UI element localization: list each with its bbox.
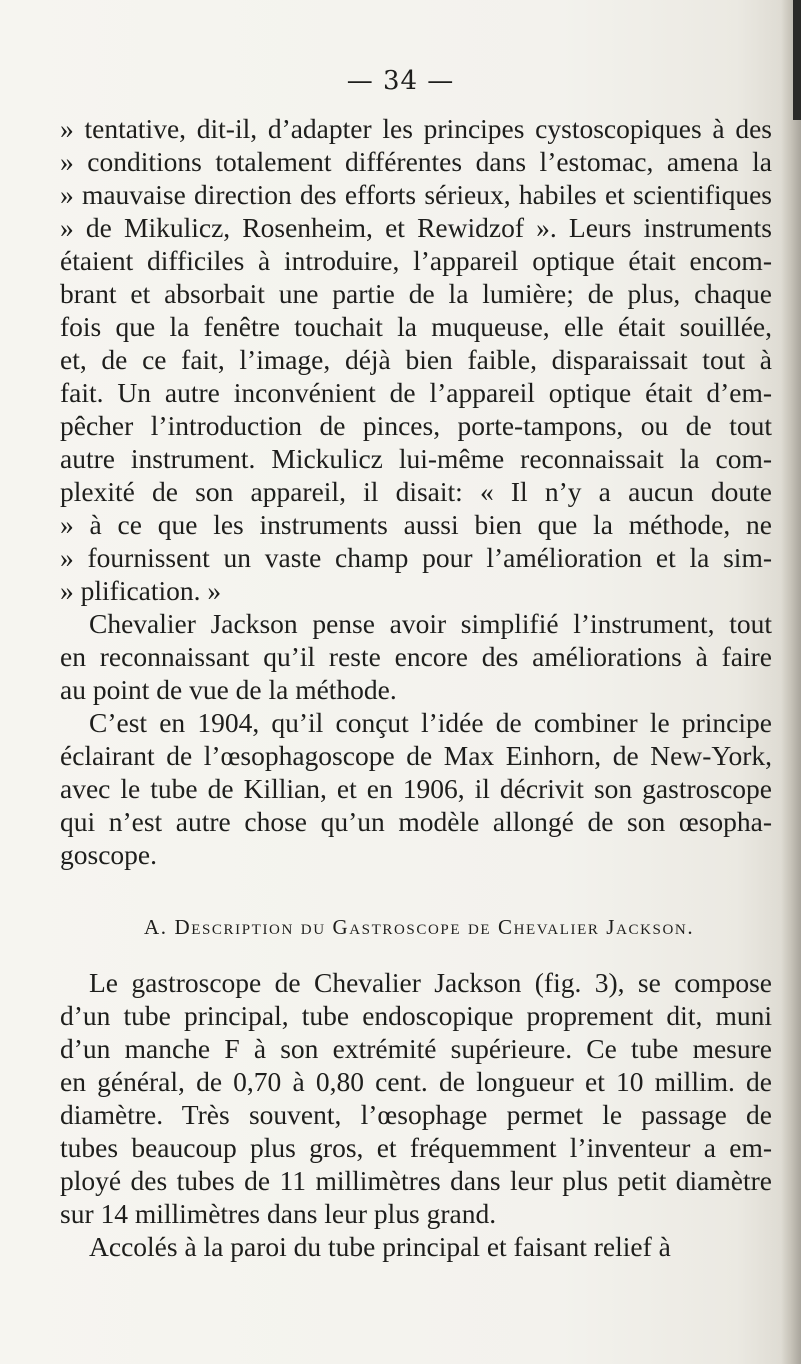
text-line: C’est en 1904, qu’il conçut l’idée de combiner le principe (89, 707, 772, 738)
text-line: diamètre. Très souvent, l’œsophage permet le passage de (60, 1099, 772, 1130)
text-line: d’un tube principal, tube endoscopique proprement dit, muni (60, 1000, 772, 1031)
section-heading: A. Description du Gastroscope de Chevalier Jackson. (144, 915, 695, 939)
text-line: en général, de 0,70 à 0,80 cent. de longueur et 10 millim. de (60, 1066, 772, 1097)
text-line: goscope. (60, 839, 157, 870)
text-line: fait. Un autre inconvénient de l’appareil optique était d’em- (60, 377, 772, 408)
text-line: » plification. » (60, 575, 222, 606)
text-line: étaient difficiles à introduire, l’appareil optique était encom- (60, 245, 772, 276)
text-line: » fournissent un vaste champ pour l’amélioration et la sim- (60, 542, 772, 573)
text-line: ployé des tubes de 11 millimètres dans leur plus petit diamètre (60, 1165, 772, 1196)
text-line: avec le tube de Killian, et en 1906, il décrivit son gastroscope (60, 773, 772, 804)
text-line: Chevalier Jackson pense avoir simplifié l’instrument, tout (89, 608, 772, 639)
text-line: éclairant de l’œsophagoscope de Max Einhorn, de New-York, (60, 740, 772, 771)
text-line: » conditions totalement différentes dans l’estomac, amena la (60, 146, 772, 177)
text-line: et, de ce fait, l’image, déjà bien faible, disparaissait tout à (60, 344, 772, 375)
text-line: en reconnaissant qu’il reste encore des améliorations à faire (60, 641, 772, 672)
text-line: au point de vue de la méthode. (60, 674, 397, 705)
text-line: sur 14 millimètres dans leur plus grand. (60, 1198, 497, 1229)
text-line: » mauvaise direction des efforts sérieux, habiles et scientifiques (60, 179, 772, 210)
text-line: » de Mikulicz, Rosenheim, et Rewidzof ». Leurs instruments (60, 212, 772, 243)
text-line: autre instrument. Mickulicz lui-même reconnaissait la com- (60, 443, 772, 474)
binding-edge-mark (793, 0, 801, 120)
text-line: tubes beaucoup plus gros, et fréquemment l’inventeur a em- (60, 1132, 772, 1163)
page-number: — 34 — (346, 66, 455, 96)
text-line: » tentative, dit-il, d’adapter les principes cystoscopiques à des (60, 113, 772, 144)
text-line: qui n’est autre chose qu’un modèle allongé de son œsopha- (60, 806, 772, 837)
text-line: d’un manche F à son extrémité supérieure. Ce tube mesure (60, 1033, 772, 1064)
page-edge-shadow (781, 0, 801, 1364)
text-line: » à ce que les instruments aussi bien que la méthode, ne (60, 509, 772, 540)
text-line: fois que la fenêtre touchait la muqueuse, elle était souillée, (60, 311, 772, 342)
text-line: pêcher l’introduction de pinces, porte-tampons, ou de tout (60, 410, 772, 441)
text-line: Le gastroscope de Chevalier Jackson (fig. 3), se compose (89, 967, 772, 998)
body-text (60, 112, 772, 1263)
text-line: brant et absorbait une partie de la lumière; de plus, chaque (60, 278, 772, 309)
text-line: plexité de son appareil, il disait: « Il n’y a aucun doute (60, 476, 772, 507)
spacer (60, 871, 772, 901)
text-line: Accolés à la paroi du tube principal et faisant relief à (89, 1231, 671, 1262)
